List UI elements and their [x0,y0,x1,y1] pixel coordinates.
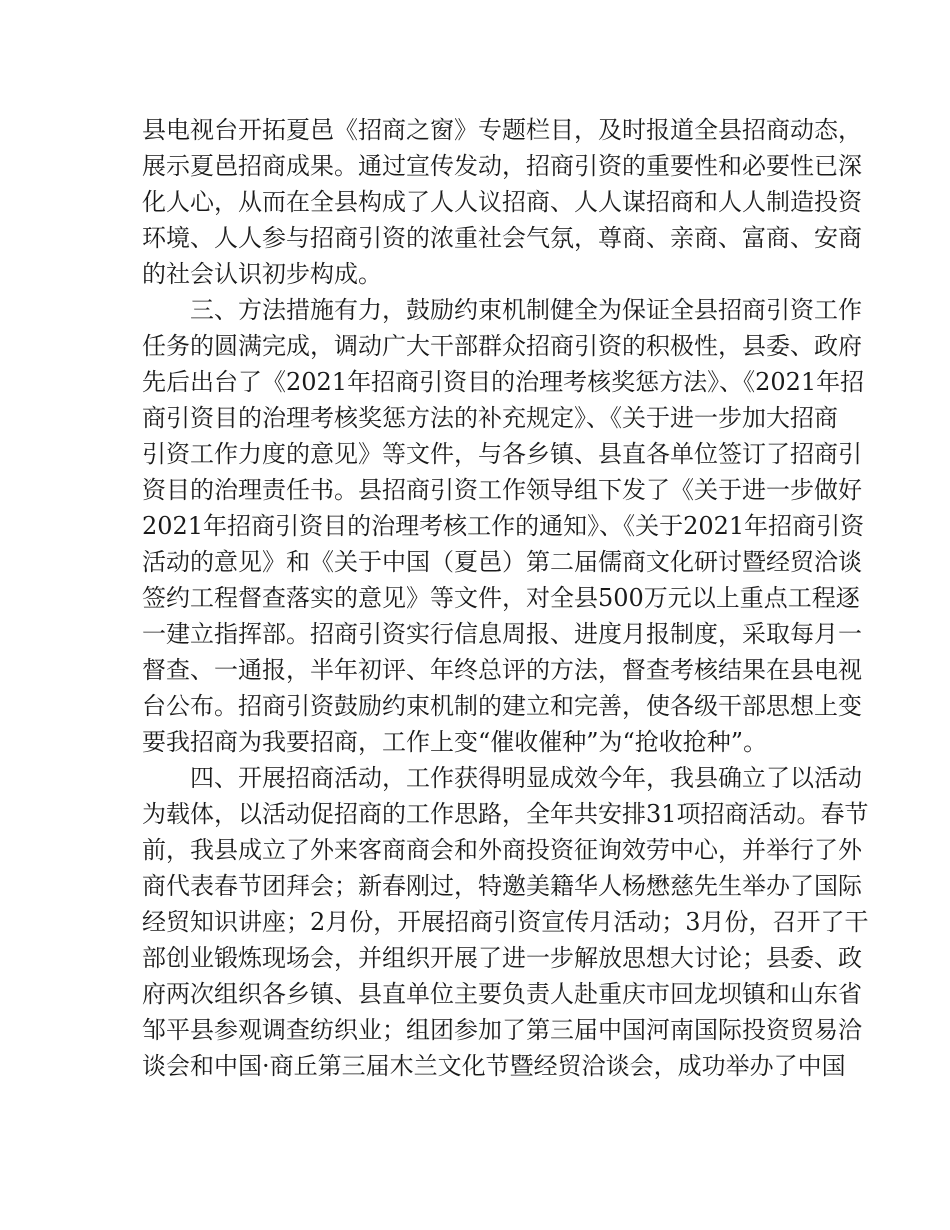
document-body [142,112,869,1084]
text-line: 2021年招商引资目的治理考核工作的通知》、《关于2021年招商引资 [142,512,865,540]
paragraph-promotion [142,112,862,292]
text-line: 商引资目的治理考核奖惩方法的补充规定》、《关于进一步加大招商 [142,404,838,432]
text-line: 经贸知识讲座；2月份，开展招商引资宣传月活动；3月份，召开了干 [142,908,869,936]
text-line: 化人心，从而在全县构成了人人议招商、人人谋招商和人人制造投资 [142,188,862,216]
text-line: 四、开展招商活动，工作获得明显成效今年，我县确立了以活动 [190,764,862,792]
text-line: 商代表春节团拜会；新春刚过，特邀美籍华人杨懋慈先生举办了国际 [142,872,862,900]
text-line: 邹平县参观调查纺织业；组团参加了第三届中国河南国际投资贸易洽 [142,1016,862,1044]
text-line: 一建立指挥部。招商引资实行信息周报、进度月报制度，采取每月一 [142,620,862,648]
text-line: 资目的治理责任书。县招商引资工作领导组下发了《关于进一步做好 [142,476,862,504]
text-line: 台公布。招商引资鼓励约束机制的建立和完善，使各级干部思想上变 [142,692,862,720]
text-line: 展示夏邑招商成果。通过宣传发动，招商引资的重要性和必要性已深 [142,152,862,180]
text-line: 要我招商为我要招商，工作上变“催收催种”为“抢收抢种”。 [142,728,768,756]
text-line: 谈会和中国·商丘第三届木兰文化节暨经贸洽谈会，成功举办了中国 [142,1052,846,1080]
text-line: 三、方法措施有力，鼓励约束机制健全为保证全县招商引资工作 [190,296,862,324]
text-line: 签约工程督查落实的意见》等文件，对全县500万元以上重点工程逐 [142,584,860,612]
text-line: 活动的意见》和《关于中国（夏邑）第二届儒商文化研讨暨经贸洽谈 [142,548,862,576]
text-line: 环境、人人参与招商引资的浓重社会气氛，尊商、亲商、富商、安商 [142,224,862,252]
text-line: 为载体，以活动促招商的工作思路，全年共安排31项招商活动。春节 [142,800,869,828]
text-line: 前，我县成立了外来客商商会和外商投资征询效劳中心，并举行了外 [142,836,862,864]
text-line: 县电视台开拓夏邑《招商之窗》专题栏目，及时报道全县招商动态， [142,116,862,144]
text-line: 部创业锻炼现场会，并组织开展了进一步解放思想大讨论；县委、政 [142,944,862,972]
paragraph-investment-activities [142,760,869,1084]
text-line: 先后出台了《2021年招商引资目的治理考核奖惩方法》、《2021年招 [142,368,865,396]
text-line: 府两次组织各乡镇、县直单位主要负责人赴重庆市回龙坝镇和山东省 [142,980,862,1008]
text-line: 任务的圆满完成，调动广大干部群众招商引资的积极性，县委、政府 [142,332,862,360]
text-line: 引资工作力度的意见》等文件，与各乡镇、县直各单位签订了招商引 [142,440,862,468]
text-line: 督查、一通报，半年初评、年终总评的方法，督查考核结果在县电视 [142,656,862,684]
text-line: 的社会认识初步构成。 [142,260,382,288]
paragraph-incentive-mechanism [142,292,865,760]
